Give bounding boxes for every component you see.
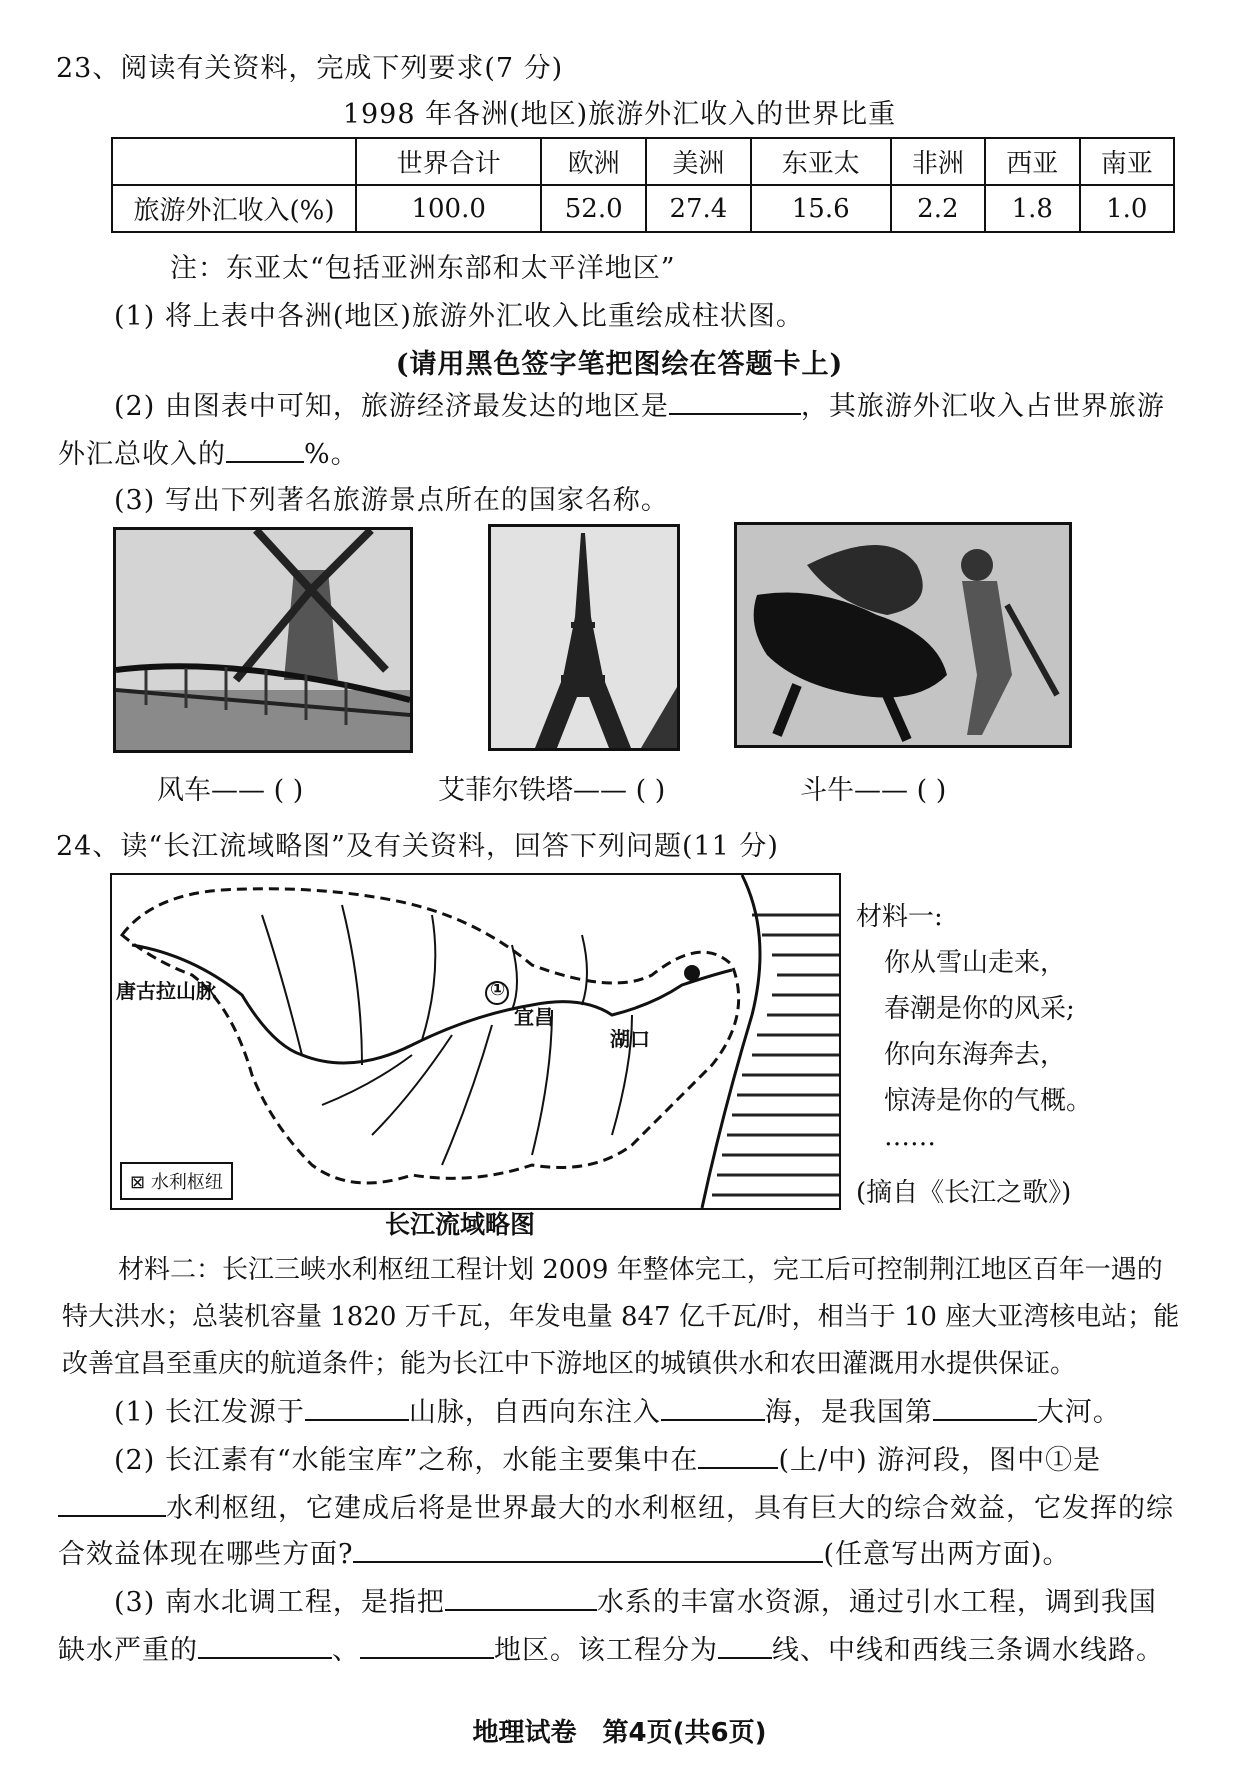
map-caption: 长江流域略图 <box>385 1210 536 1239</box>
table-cell: 52.0 <box>541 185 646 232</box>
table-row-label: 旅游外汇收入(%) <box>112 185 356 232</box>
q23-sub2-text-b: ，其旅游外汇收入占世界旅游 <box>800 391 1165 422</box>
q24-sub3-text-e: 地区。该工程分为 <box>494 1635 718 1666</box>
map-label-tanggula: 唐古拉山脉 <box>116 979 216 1003</box>
q23-sub2-text-d: %。 <box>304 439 359 470</box>
bullfight-photo <box>734 522 1072 748</box>
dam-legend-icon: ⊠ <box>130 1172 146 1193</box>
answer-blank-dam[interactable] <box>58 1493 166 1517</box>
q24-sub2-text-b: (上/中) 游河段，图中①是 <box>778 1445 1102 1476</box>
q24-sub1-text-c: 海，是我国第 <box>764 1397 933 1428</box>
q23-sub2-text-a: (2) 由图表中可知，旅游经济最发达的地区是 <box>114 391 669 422</box>
map-legend <box>120 1162 233 1200</box>
table-row <box>112 185 1174 232</box>
q23-title: 23、阅读有关资料，完成下列要求(7 分) <box>56 53 564 84</box>
answer-blank-benefits[interactable] <box>353 1539 823 1563</box>
material2-paragraph: 材料二：长江三峡水利枢纽工程计划 2009 年整体完工，完工后可控制荆江地区百年一遇的特大洪水；总装机容量 1820 万千瓦，年发电量 847 亿千瓦/时，相当于 10 座大亚湾核电站；能改善宜昌至重庆的航道条件；能为长江中下游地区的城镇供水和农田灌溉用水提供保证。 <box>62 1255 1180 1379</box>
answer-blank-rank[interactable] <box>933 1397 1037 1421</box>
poem-line: …… <box>884 1122 936 1152</box>
q23-sub2-text-c: 外汇总收入的 <box>58 439 226 470</box>
caption-bullfight: 斗牛—— ( ) <box>800 775 947 806</box>
table-header-cell: 欧洲 <box>541 138 646 185</box>
table-cell: 27.4 <box>646 185 751 232</box>
q24-sub2-line3 <box>58 1532 1071 1571</box>
q24-sub3-line2 <box>58 1628 1164 1667</box>
q23-sub1: (1) 将上表中各洲(地区)旅游外汇收入比重绘成柱状图。 <box>114 301 804 332</box>
caption-windmill: 风车—— ( ) <box>157 775 304 806</box>
table-header-row <box>112 138 1174 185</box>
q23-note: 注：东亚太“包括亚洲东部和太平洋地区” <box>170 253 676 284</box>
answer-blank-reach[interactable] <box>698 1445 778 1469</box>
q24-sub3-text-f: 线、中线和西线三条调水线路。 <box>772 1635 1164 1666</box>
q24-sub3-text-d: 、 <box>332 1635 360 1666</box>
table-header-cell <box>112 138 356 185</box>
poem-line: 你向东海奔去， <box>884 1040 1067 1070</box>
map-label-yichang: 宜昌 <box>514 1005 554 1029</box>
table-header-cell: 世界合计 <box>356 138 541 185</box>
table-cell: 100.0 <box>356 185 541 232</box>
answer-blank-sea[interactable] <box>661 1397 765 1421</box>
windmill-icon <box>116 530 410 750</box>
q24-sub2-line1 <box>114 1438 1101 1477</box>
q24-title: 24、读“长江流域略图”及有关资料，回答下列问题(11 分) <box>56 831 779 862</box>
table-header-cell: 非洲 <box>891 138 985 185</box>
q24-sub3-text-a: (3) 南水北调工程，是指把 <box>114 1587 445 1618</box>
q23-table-title: 1998 年各洲(地区)旅游外汇收入的世界比重 <box>342 99 897 130</box>
bullfight-icon <box>737 525 1069 745</box>
answer-blank-mountain[interactable] <box>305 1397 409 1421</box>
map-legend-label: 水利枢纽 <box>150 1172 223 1193</box>
eiffel-tower-icon <box>491 527 677 748</box>
q23-sub3: (3) 写出下列著名旅游景点所在的国家名称。 <box>114 485 669 516</box>
answer-blank-river-system[interactable] <box>445 1587 597 1611</box>
answer-blank-region[interactable] <box>669 391 801 415</box>
poem-line: 春潮是你的风采; <box>884 994 1075 1024</box>
answer-blank-area-1[interactable] <box>198 1635 332 1659</box>
q24-sub3-text-b: 水系的丰富水资源，通过引水工程，调到我国 <box>596 1587 1157 1618</box>
table-header-cell: 南亚 <box>1080 138 1174 185</box>
page-footer: 地理试卷 第4页(共6页) <box>472 1718 767 1748</box>
q24-sub1-text-b: 山脉，自西向东注入 <box>408 1397 661 1428</box>
table-header-cell: 美洲 <box>646 138 751 185</box>
table-header-cell: 东亚太 <box>751 138 891 185</box>
table-cell: 1.8 <box>985 185 1079 232</box>
forex-table <box>111 137 1175 233</box>
yangtze-basin-map <box>110 873 841 1210</box>
caption-eiffel: 艾菲尔铁塔—— ( ) <box>438 775 666 806</box>
q24-sub2-text-c: 水利枢纽，它建成后将是世界最大的水利枢纽，具有巨大的综合效益，它发挥的综 <box>166 1493 1174 1524</box>
poem-line: 惊涛是你的气概。 <box>884 1086 1093 1116</box>
q24-sub2-text-d: 合效益体现在哪些方面? <box>58 1539 354 1570</box>
q24-sub3-line1 <box>114 1580 1157 1619</box>
q23-sub1-hint: (请用黑色签字笔把图绘在答题卡上) <box>395 349 844 380</box>
material1-title: 材料一: <box>856 902 943 932</box>
q23-sub2-line1 <box>114 384 1165 423</box>
q24-sub2-text-e: (任意写出两方面)。 <box>823 1539 1071 1570</box>
table-cell: 2.2 <box>891 185 985 232</box>
answer-blank-route[interactable] <box>718 1635 772 1659</box>
yangtze-map-drawing <box>112 875 839 1208</box>
table-header-cell: 西亚 <box>985 138 1079 185</box>
q24-sub1-text-a: (1) 长江发源于 <box>114 1397 305 1428</box>
answer-blank-percent[interactable] <box>226 439 304 463</box>
answer-blank-area-2[interactable] <box>360 1635 494 1659</box>
map-label-hukou: 湖口 <box>610 1027 650 1051</box>
windmill-photo <box>113 527 413 753</box>
poem-source: (摘自《长江之歌》) <box>856 1178 1072 1208</box>
q24-sub1-text-d: 大河。 <box>1036 1397 1121 1428</box>
q24-sub1 <box>114 1390 1121 1429</box>
q24-sub2-line2 <box>58 1486 1174 1525</box>
eiffel-tower-photo <box>488 524 680 751</box>
q24-sub3-text-c: 缺水严重的 <box>58 1635 198 1666</box>
q24-sub2-text-a: (2) 长江素有“水能宝库”之称，水能主要集中在 <box>114 1445 699 1476</box>
poem-line: 你从雪山走来， <box>884 948 1067 978</box>
q23-sub2-line2 <box>58 432 359 471</box>
table-cell: 1.0 <box>1080 185 1174 232</box>
map-label-marker-1: ① <box>490 979 506 1000</box>
table-cell: 15.6 <box>751 185 891 232</box>
